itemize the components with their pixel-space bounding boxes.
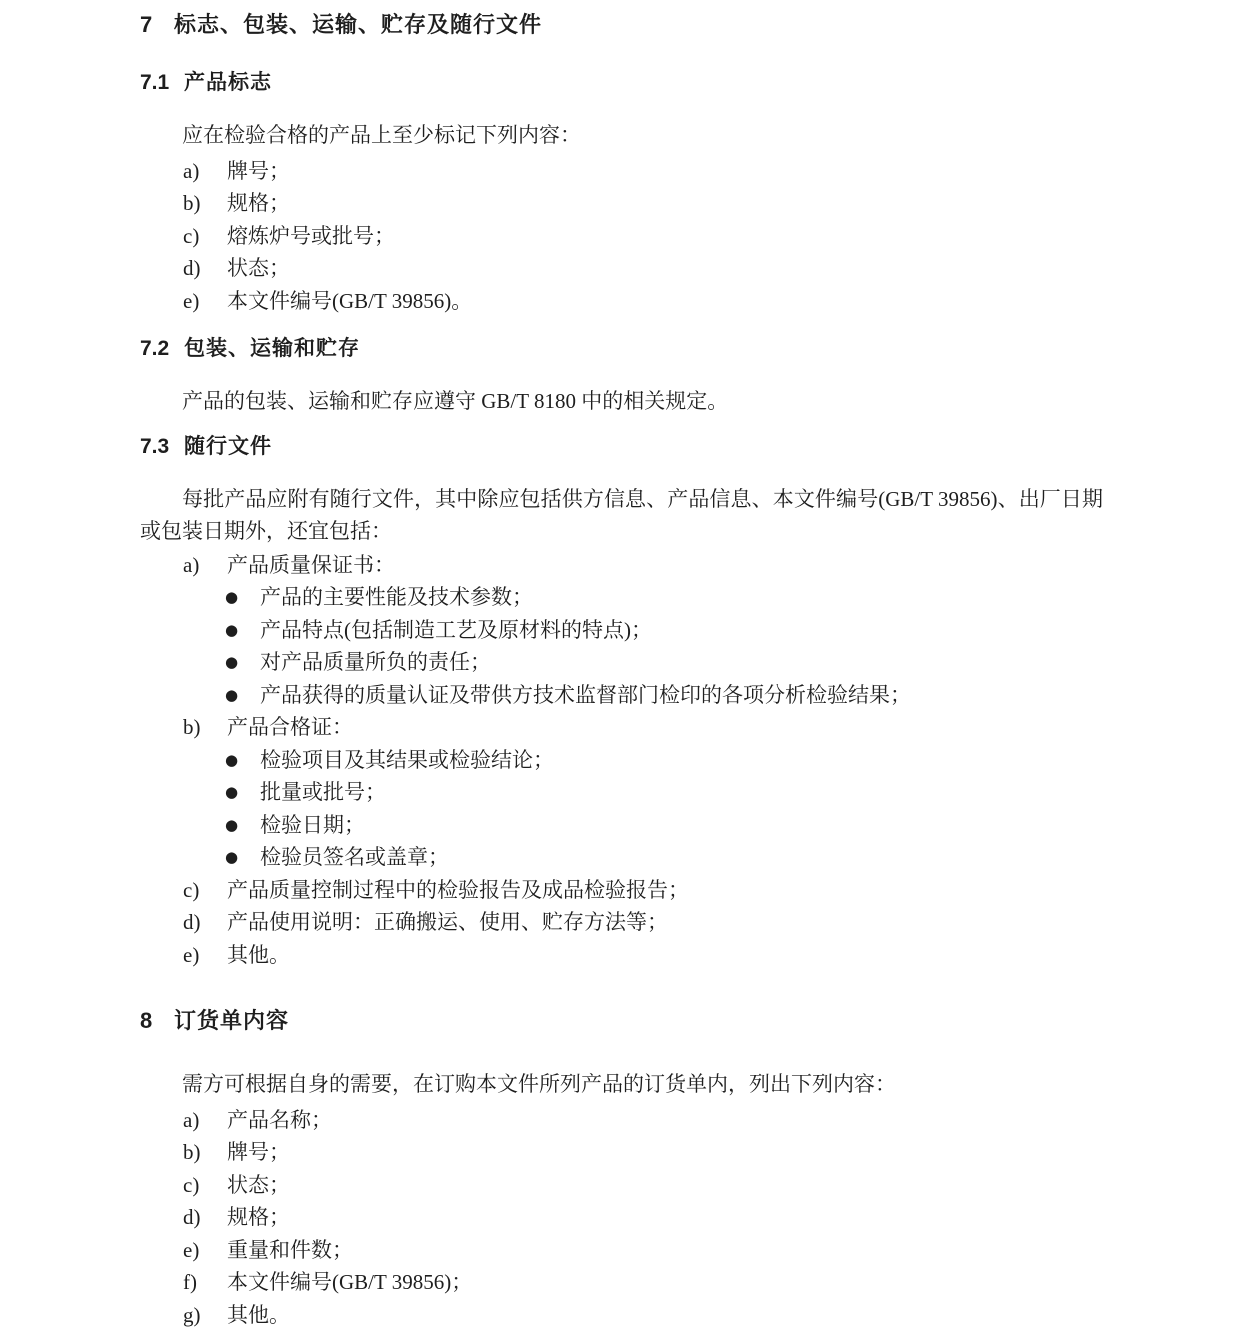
section-number: 7.1 [140,71,170,94]
section-number: 7 [140,12,153,37]
list-item [140,1266,1103,1299]
list-marker: a) [183,552,200,577]
list-item [140,285,1103,318]
bullet-icon: ● [225,848,239,866]
list-item-text: 其他。 [227,1302,290,1327]
bullet-item-text: 产品特点(包括制造工艺及原材料的特点)； [260,617,652,642]
list-marker: a) [183,158,200,183]
list-marker: f) [183,1270,197,1294]
section-7-2-heading [140,334,1103,364]
section-number: 7.3 [140,434,170,458]
list-marker: d) [183,910,201,934]
list-item [140,874,1103,907]
section-title: 包装、运输和贮存 [184,337,360,360]
list-item-text: 规格； [227,191,290,215]
bullet-list-item [140,679,1103,712]
bullet-list-item [140,744,1103,777]
list-item-text: 产品质量控制过程中的检验报告及成品检验报告； [227,877,689,902]
list-item [140,1169,1103,1202]
list-marker: c) [183,1172,200,1197]
list-item-text: 状态； [227,1172,290,1197]
list-item-text: 牌号； [227,158,290,183]
list-item [140,220,1103,253]
bullet-icon: ● [225,815,239,834]
bullet-item-text: 检验日期； [260,812,365,837]
list-item-text: 本文件编号(GB/T 39856)； [227,1270,473,1294]
list-item-text: 产品质量保证书： [227,552,395,577]
list-marker: a) [183,1107,200,1132]
list-marker: c) [183,877,200,902]
section-title: 标志、包装、运输、贮存及随行文件 [174,12,543,37]
bullet-item-text: 检验项目及其结果或检验结论； [260,747,554,772]
paragraph: 每批产品应附有随行文件，其中除应包括供方信息、产品信息、本文件编号(GB/T 39856)、出厂日期或包装日期外，还宜包括： [140,486,1103,543]
list-marker: e) [183,288,200,313]
bullet-item-text: 产品获得的质量认证及带供方技术监督部门检印的各项分析检验结果； [260,682,911,707]
list-item-text: 本文件编号(GB/T 39856)。 [227,288,473,313]
bullet-list-item [140,614,1103,647]
list-item-text: 熔炼炉号或批号； [227,223,395,248]
list-marker: g) [183,1302,201,1327]
list-item [140,549,1103,582]
bullet-icon: ● [225,653,239,671]
bullet-item-text: 批量或批号； [260,780,386,804]
list-marker: d) [183,256,201,280]
section-title: 产品标志 [184,71,272,94]
bullet-item-text: 对产品质量所负的责任； [260,650,491,674]
bullet-list-item [140,581,1103,614]
list-item [140,252,1103,285]
lettered-list [140,155,1103,318]
list-marker: e) [183,942,200,967]
list-item [140,1234,1103,1267]
section-7-1-heading [140,68,1103,98]
paragraph: 应在检验合格的产品上至少标记下列内容： [182,123,581,147]
list-item-text: 规格； [227,1205,290,1229]
lettered-list [140,549,1103,972]
list-marker: b) [183,191,201,215]
bullet-icon: ● [225,588,239,606]
section-title: 随行文件 [184,434,272,458]
bullet-list-item [140,646,1103,679]
bullet-icon: ● [225,685,239,704]
list-marker: b) [183,715,201,739]
bullet-item-text: 产品的主要性能及技术参数； [260,585,533,609]
paragraph: 产品的包装、运输和贮存应遵守 GB/T 8180 中的相关规定。 [182,389,729,413]
bullet-list-item [140,776,1103,809]
list-item [140,711,1103,744]
list-item-text: 牌号； [227,1140,290,1164]
list-item-text: 其他。 [227,942,290,967]
list-item-text: 产品使用说明：正确搬运、使用、贮存方法等； [227,910,668,934]
list-item [140,1299,1103,1332]
list-marker: c) [183,223,200,248]
bullet-icon: ● [225,783,239,801]
section-number: 7.2 [140,337,170,360]
section-8-heading [140,1006,1103,1036]
list-item [140,155,1103,188]
list-item [140,1201,1103,1234]
section-7-3-heading [140,432,1103,462]
list-item [140,1104,1103,1137]
bullet-list-item [140,809,1103,842]
list-marker: b) [183,1140,201,1164]
list-item-text: 重量和件数； [227,1237,353,1262]
section-title: 订货单内容 [174,1008,290,1033]
bullet-icon: ● [225,750,239,769]
list-item-text: 产品合格证： [227,715,353,739]
list-item [140,906,1103,939]
list-marker: d) [183,1205,201,1229]
paragraph: 需方可根据自身的需要，在订购本文件所列产品的订货单内，列出下列内容： [182,1072,896,1096]
list-item-text: 产品名称； [227,1107,332,1132]
section-number: 8 [140,1008,153,1033]
list-item-text: 状态； [227,256,290,280]
lettered-list [140,1104,1103,1332]
list-marker: e) [183,1237,200,1262]
list-item [140,939,1103,972]
list-item [140,1136,1103,1169]
section-7-heading [140,10,1103,40]
bullet-item-text: 检验员签名或盖章； [260,845,449,869]
bullet-list-item [140,841,1103,874]
list-item [140,187,1103,220]
bullet-icon: ● [225,620,239,639]
